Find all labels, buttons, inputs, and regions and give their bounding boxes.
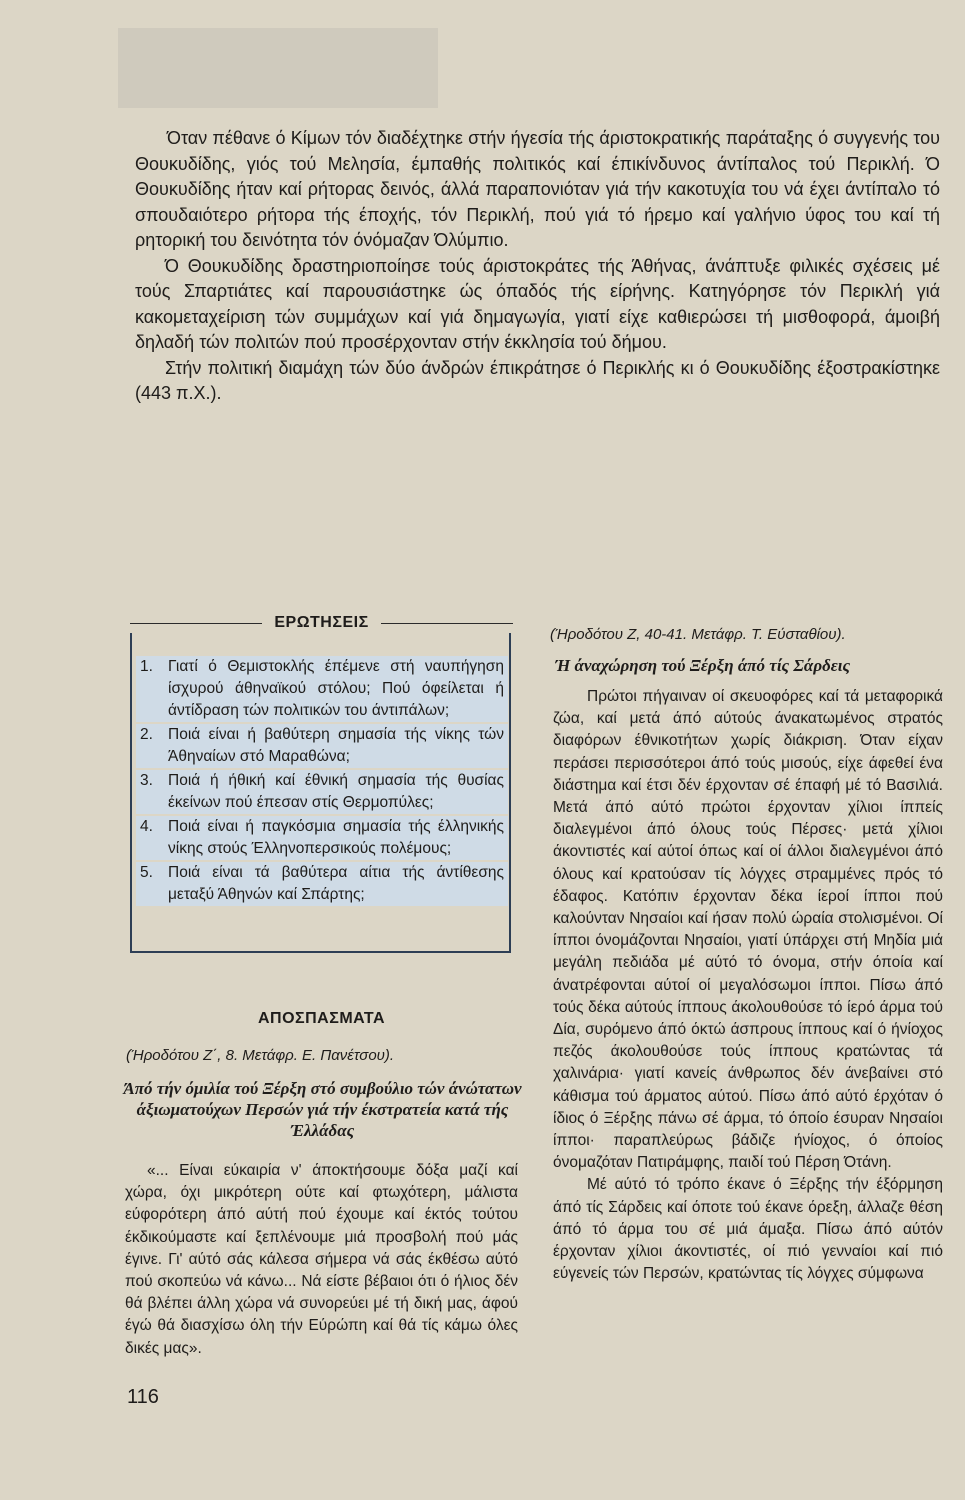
questions-list xyxy=(136,656,508,908)
right-excerpt-source: (Ήροδότου Ζ, 40-41. Μετάφρ. Τ. Εύσταθίου). xyxy=(550,626,846,643)
question-text: Ποιά είναι ή βαθύτερη σημασία τής νίκης τών Άθηναίων στό Μαραθώνα; xyxy=(168,726,504,765)
questions-title: ΕΡΩΤΗΣΕΙΣ xyxy=(274,614,369,631)
question-number: 5. xyxy=(140,864,153,881)
divider xyxy=(381,623,513,624)
right-excerpt-text xyxy=(553,686,943,1285)
right-excerpt-paragraph: Πρώτοι πήγαιναν οί σκευοφόρες καί τά μεταφορικά ζώα, καί μετά άπό αύτούς άνακατωμένος στρατός διαφόρων έθνικοτήτων χωρίς διάκριση. Όταν είχαν περάσει περισσότεροι άπό τούς μισούς, είχε άφεθεί ένα διάστημα καί έτσι δέν έρχονταν σέ έπαφή μέ τό Βασιλιά. Μετά άπό αύτό πρώτοι έρχονταν χίλιοι ίππείς διαλεγμένοι άπό όλους τούς Πέρσες· μετά χίλιοι άκοντιστές καί αύτοί όπως καί οί άλλοι διαλεγμένοι άπό όλους καί κρατούσαν τίς λόγχες στραμμένες πρός τό έδαφος. Κατόπιν έρχονταν δέκα ίεροί ίπποι πού καλούνταν Νησαίοι καί ήσαν πολύ ώραία στολισμένοι. Οί ίπποι όνομάζονται Νησαίοι, γιατί ύπάρχει στή Μηδία μιά μεγάλη πεδιάδα μέ αύτό τό όνομα, στήν όποία καί άνατρέφονται αύτοί οί μεγαλόσωμοι ίπποι. Πίσω άπό τούς δέκα αύτούς ίππους άκολουθούσε τό ίερό άρμα τού Δία, συρόμενο άπό όκτώ άσπρους ίππους καί ό ήνίοχος πεζός άκολουθούσε τούς ίππους κρατώντας τά χαλινάρια· γιατί κανείς άνθρωπος δέν άνεβαίνει στό κάθισμα τού άρματος αύτού. Πίσω άπό αύτό έρχόταν ό ίδιος ό Ξέρξης πάνω σέ άρμα, τό όποίο έσυραν Νησαίοι ίπποι· παραπλεύρως βάδιζε ήνίοχος, ό όποίος όνομαζόταν Πατιράμφης, παιδί τού Πέρση Ότάνη. xyxy=(553,688,943,1172)
left-excerpt-source: (Ήροδότου Ζ΄, 8. Μετάφρ. Ε. Πανέτσου). xyxy=(126,1047,395,1064)
question-item xyxy=(136,770,508,814)
questions-header xyxy=(130,614,513,632)
left-excerpt-heading: Άπό τήν όμιλία τού Ξέρξη στό συμβούλιο τών άνώτατων άξιωματούχων Περσών γιά τήν έκστρατεία κατά τής Έλλάδας xyxy=(123,1079,522,1140)
question-text: Γιατί ό Θεμιστοκλής έπέμενε στή ναυπήγηση ίσχυρού άθηναϊκού στόλου; Πού όφείλεται ή άντίδραση τών πολιτικών του άντιπάλων; xyxy=(168,658,504,719)
page-number: 116 xyxy=(127,1386,159,1408)
intro-paragraph: Όταν πέθανε ό Κίμων τόν διαδέχτηκε στήν ήγεσία τής άριστοκρατικής παράταξης ό συγγενής του Θουκυδίδης, γιός τού Μελησία, έμπαθής πολιτικός καί έπικίνδυνος άντίπαλος τού Περικλή. Ό Θουκυδίδης ήταν καί ρήτορας δεινός, άλλά παραπονιόταν γιά τήν κακοτυχία του νά έχει άντίπαλο τό σπουδαιότερο ρήτορα τής έποχής, τόν Περικλή, πού γιά τό ήρεμο καί γαλήνιο ύφος του καί τή ρητορική του δεινότητα τόν όνόμαζαν Όλύμπιο. xyxy=(135,128,940,250)
left-excerpt-text: «... Είναι εύκαιρία ν' άποκτήσουμε δόξα μαζί καί χώρα, όχι μικρότερη ούτε καί φτωχότερη, μάλιστα εύφορότερη άπό αύτή πού έχουμε καί έκτός τούτου έκδικούμαστε καί ξεπλένουμε μιά προσβολή πού μάς έγινε. Γι' αύτό σάς κάλεσα σήμερα νά σάς έκθέσω αύτό πού σκοπεύω νά κάνω... Νά είστε βέβαιοι ότι ό ήλιος δέν θά βλέπει άλλη χώρα νά συνορεύει μέ τή δική μας, άφού έγώ θά διασχίσω όλη τήν Εύρώπη καί θά τίς κάμω όλες δικές μας». xyxy=(125,1162,518,1357)
right-excerpt-heading: Ή άναχώρηση τού Ξέρξη άπό τίς Σάρδεις xyxy=(555,656,851,675)
show-through-shadow xyxy=(118,28,438,108)
question-item xyxy=(136,656,508,722)
question-text: Ποιά ή ήθική καί έθνική σημασία τής θυσίας έκείνων πού έπεσαν στίς Θερμοπύλες; xyxy=(168,772,504,811)
question-number: 3. xyxy=(140,772,153,789)
divider xyxy=(130,623,262,624)
question-item xyxy=(136,862,508,906)
intro-paragraph: Στήν πολιτική διαμάχη τών δύο άνδρών έπικράτησε ό Περικλής κι ό Θουκυδίδης έξοστρακίστηκε (443 π.Χ.). xyxy=(135,357,940,403)
intro-paragraph: Ό Θουκυδίδης δραστηριοποίησε τούς άριστοκράτες τής Άθήνας, άνάπτυξε φιλικές σχέσεις μέ τούς Σπαρτιάτες καί παρουσιάστηκε ώς όπαδός τής είρήνης. Κατηγόρησε τόν Περικλή γιά κακομεταχείριση τών συμμάχων καί γιά δημαγωγία, γιατί είχε καθιερώσει τή μισθοφορά, άμοιβή δηλαδή τών πολιτών πού προσέρχονταν στήν έκκλησία τού δήμου. xyxy=(135,255,940,352)
right-excerpt-paragraph: Μέ αύτό τό τρόπο έκανε ό Ξέρξης τήν έξόρμηση άπό τίς Σάρδεις καί όποτε τού έκανε όρεξη, άλλαζε θέση άπό τό άρμα του σέ μιά άμαξα. Πίσω άπό αύτόν έρχονταν χίλιοι άκοντιστές, οί πιό γενναίοι καί πιό εύγενείς τών Περσών, κρατώντας τίς λόγχες σύμφωνα xyxy=(553,1176,943,1283)
question-text: Ποιά είναι τά βαθύτερα αίτια τής άντίθεσης μεταξύ Άθηνών καί Σπάρτης; xyxy=(168,864,504,903)
question-number: 2. xyxy=(140,726,153,743)
intro-text xyxy=(135,126,940,407)
question-text: Ποιά είναι ή παγκόσμια σημασία τής έλληνικής νίκης στούς Έλληνοπερσικούς πολέμους; xyxy=(168,818,504,857)
question-number: 1. xyxy=(140,658,153,675)
question-item xyxy=(136,816,508,860)
question-number: 4. xyxy=(140,818,153,835)
excerpts-title: ΑΠΟΣΠΑΣΜΑΤΑ xyxy=(257,1010,386,1027)
question-item xyxy=(136,724,508,768)
